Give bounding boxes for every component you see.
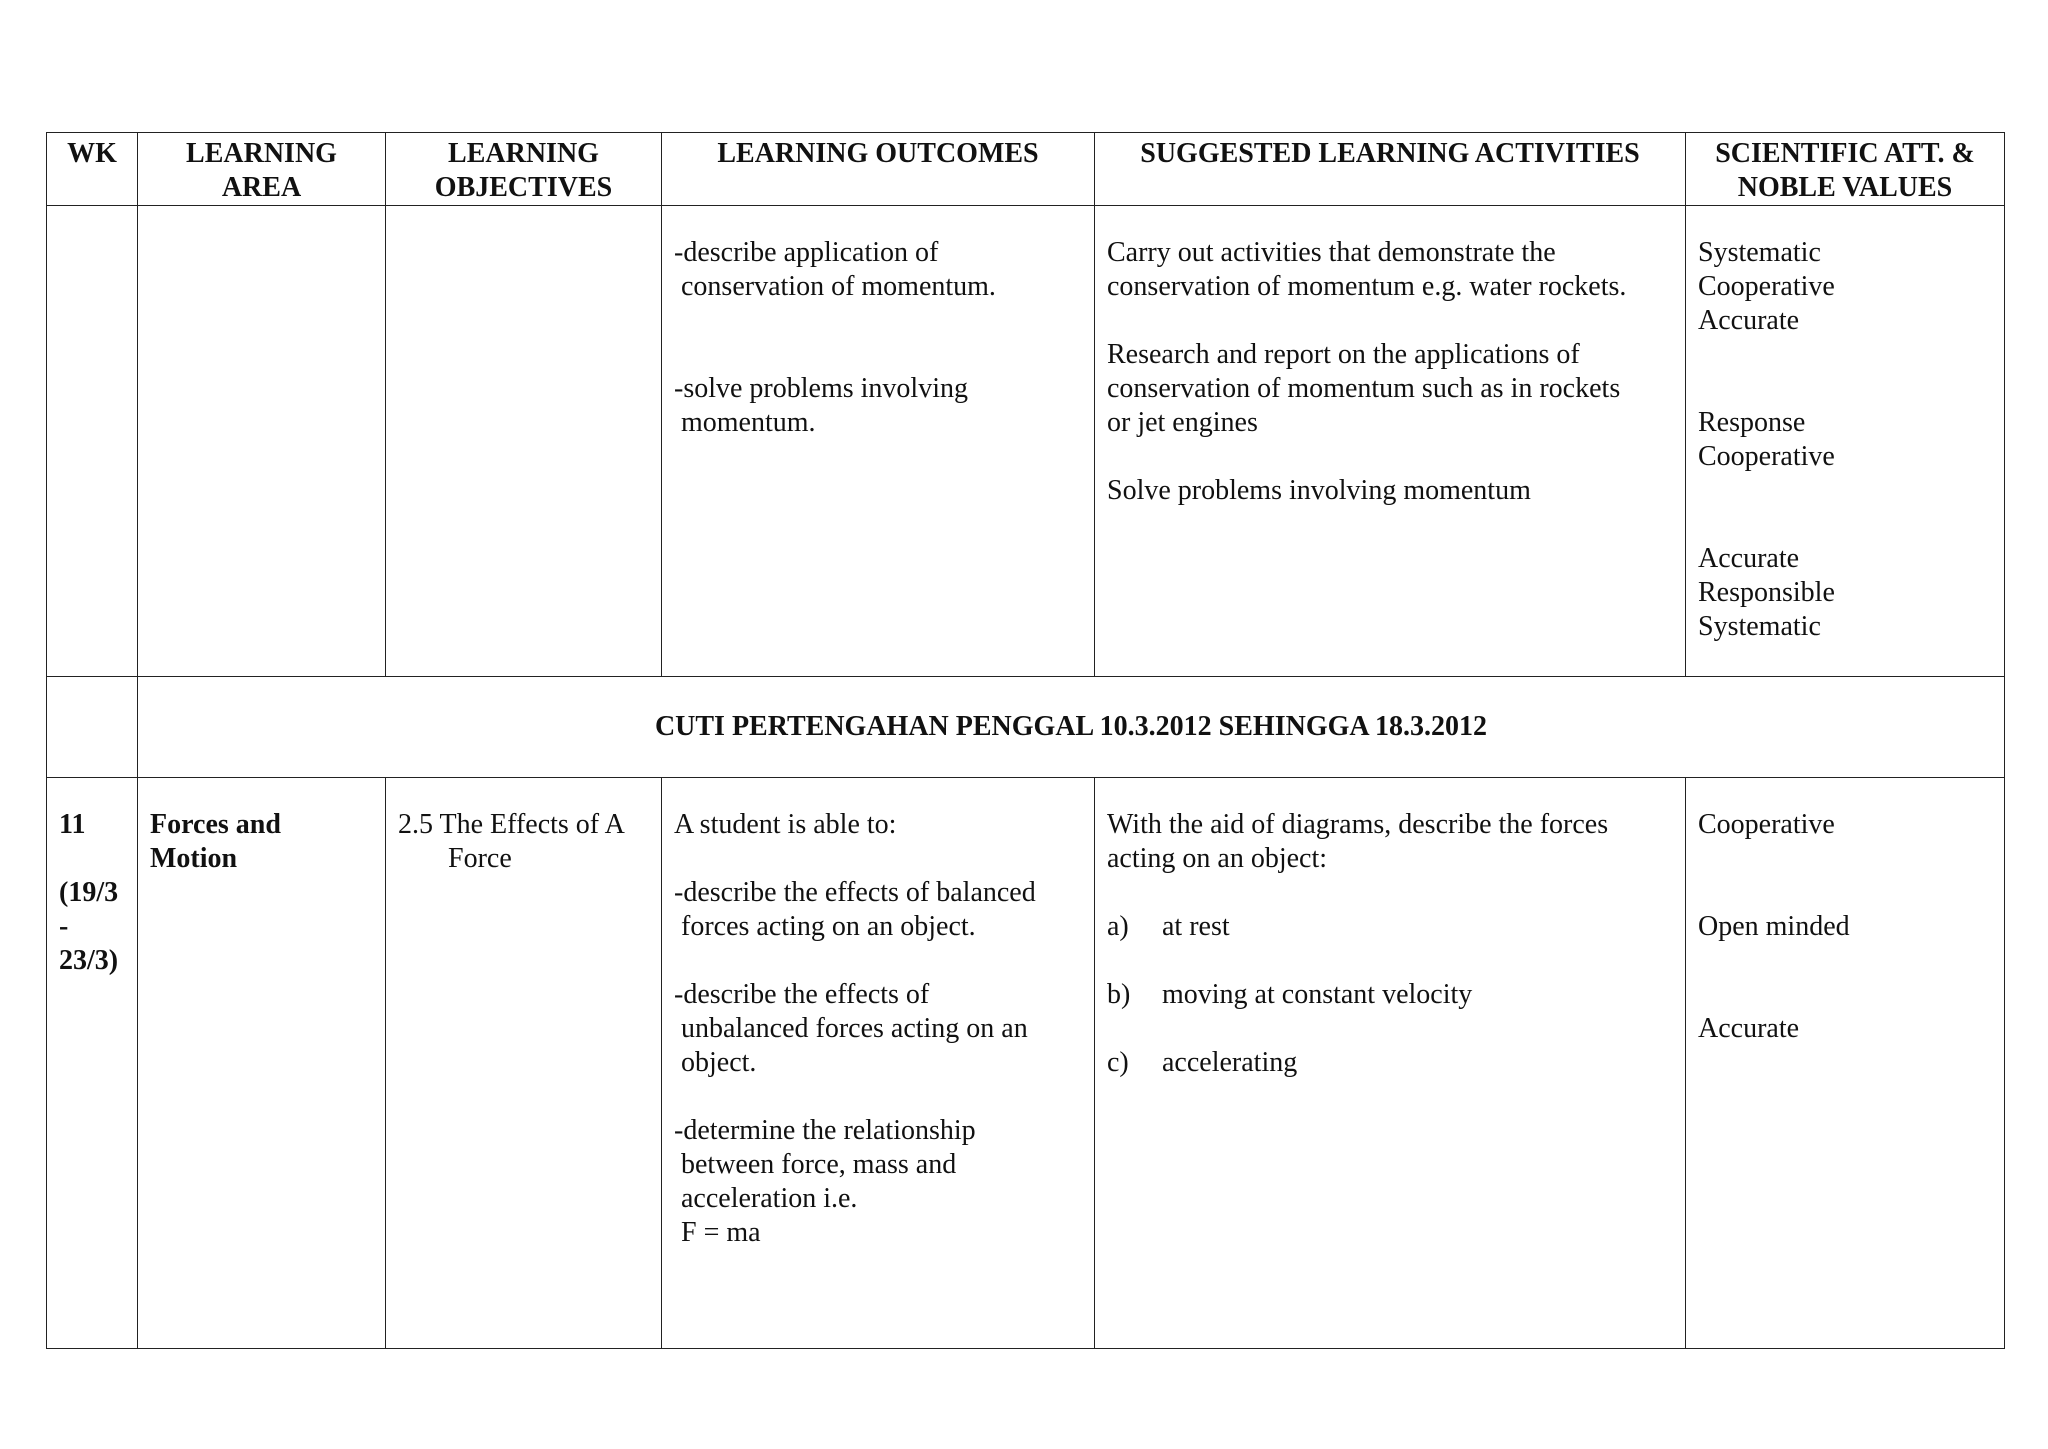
outcomes-cell: A student is able to: -describe the effects of balanced forces acting on an object. -describe the effects of unbalanced forces acting on an object. -determine the relationship between force, mass and acceleration i.e. F = ma bbox=[662, 778, 1095, 1349]
activities-cell: With the aid of diagrams, describe the forces acting on an object: a) at rest b) moving at constant velocity c) accelerating bbox=[1095, 778, 1686, 1349]
list-item: c) accelerating bbox=[1107, 1047, 1298, 1078]
wk-cell: 11 (19/3 - 23/3) bbox=[47, 778, 138, 1349]
header-scientific-values: SCIENTIFIC ATT. & NOBLE VALUES bbox=[1686, 133, 2005, 206]
list-item: b) moving at constant velocity bbox=[1107, 979, 1473, 1010]
values-cell: Systematic Cooperative Accurate Response Cooperative Accurate Responsible Systematic bbox=[1686, 206, 2005, 677]
header-row bbox=[47, 133, 2005, 206]
wk-cell bbox=[47, 206, 138, 677]
table-row bbox=[47, 206, 2005, 677]
area-cell bbox=[138, 206, 386, 677]
header-suggested-activities: SUGGESTED LEARNING ACTIVITIES bbox=[1095, 133, 1686, 206]
table-row bbox=[47, 778, 2005, 1349]
lesson-plan-table bbox=[46, 132, 2005, 1349]
area-cell: Forces and Motion bbox=[138, 778, 386, 1349]
header-wk: WK bbox=[47, 133, 138, 206]
objectives-cell: 2.5 The Effects of A Force bbox=[386, 778, 662, 1349]
activities-cell: Carry out activities that demonstrate the conservation of momentum e.g. water rockets. Research and report on the applications of conservation of momentum such as in rockets or jet engines Solve problems involving momentum bbox=[1095, 206, 1686, 677]
values-cell: Cooperative Open minded Accurate bbox=[1686, 778, 2005, 1349]
objectives-cell bbox=[386, 206, 662, 677]
header-learning-area: LEARNING AREA bbox=[138, 133, 386, 206]
outcomes-cell: -describe application of conservation of momentum. -solve problems involving momentum. bbox=[662, 206, 1095, 677]
header-learning-objectives: LEARNING OBJECTIVES bbox=[386, 133, 662, 206]
wk-cell bbox=[47, 677, 138, 778]
holiday-row bbox=[47, 677, 2005, 778]
holiday-notice: CUTI PERTENGAHAN PENGGAL 10.3.2012 SEHINGGA 18.3.2012 bbox=[138, 677, 2005, 778]
list-item: a) at rest bbox=[1107, 911, 1230, 942]
header-learning-outcomes: LEARNING OUTCOMES bbox=[662, 133, 1095, 206]
